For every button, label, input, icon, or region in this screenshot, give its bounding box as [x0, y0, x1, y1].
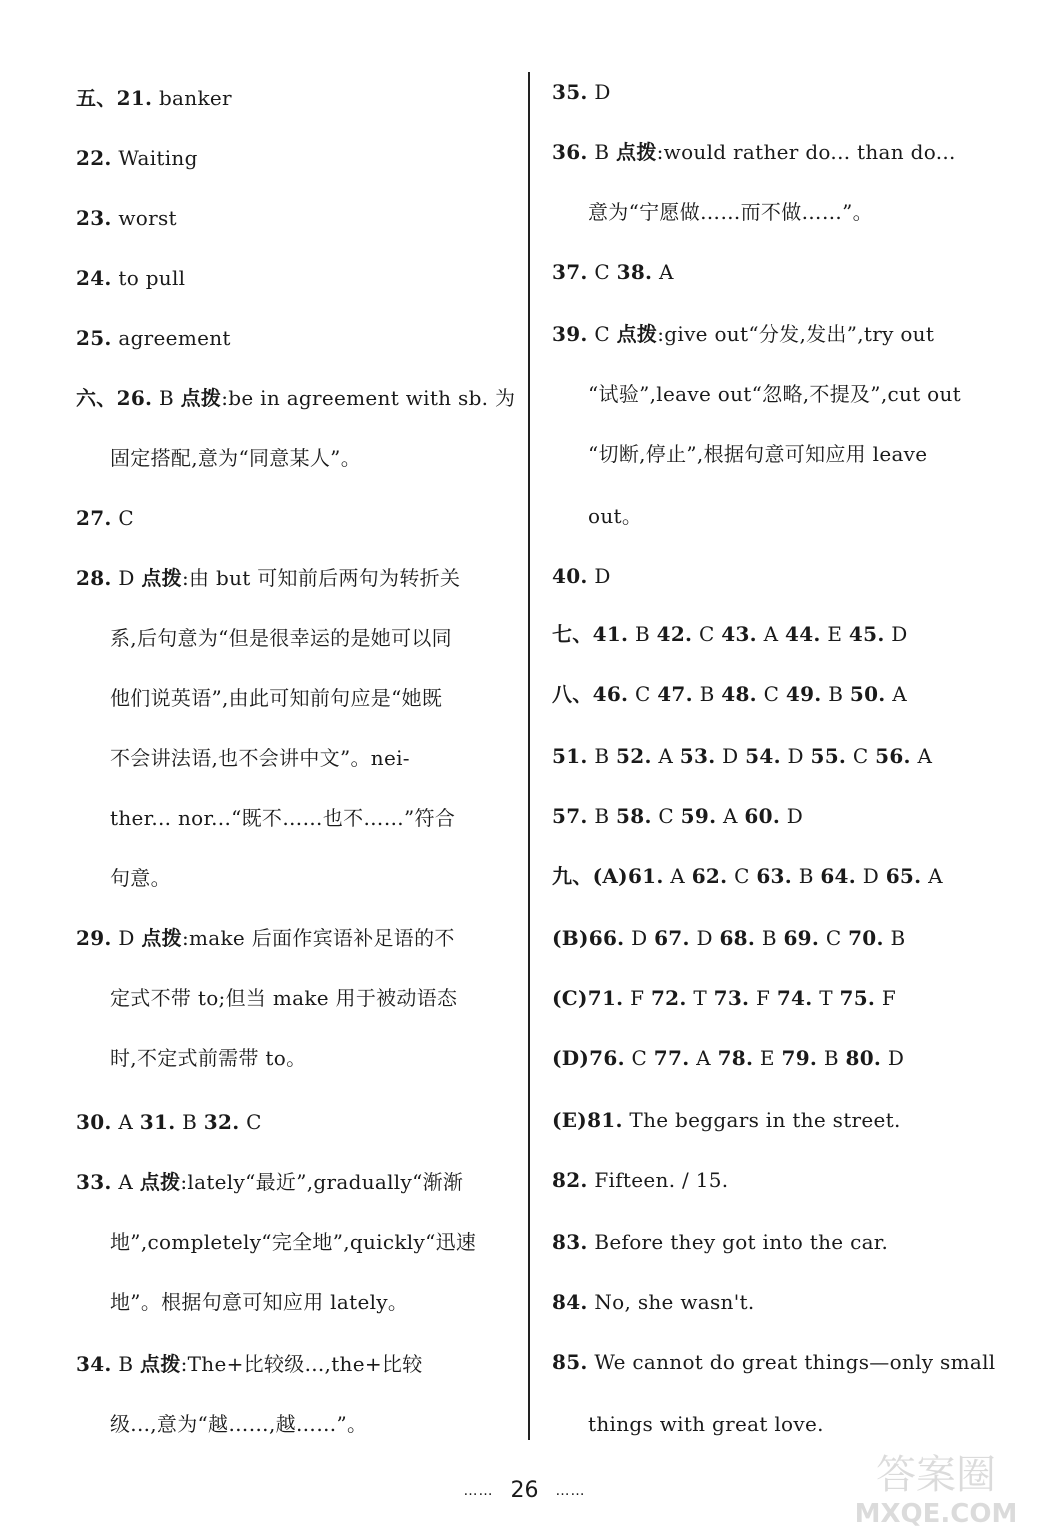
question-number: 50.: [849, 682, 886, 706]
answer-text: B: [111, 1352, 141, 1376]
answer-text: C: [624, 1046, 654, 1070]
answer-line: [588, 380, 961, 408]
answer-text: D: [715, 744, 746, 768]
answer-text: B: [587, 804, 617, 828]
answer-text: D: [111, 566, 142, 590]
question-number: 27.: [76, 506, 112, 530]
answer-line: [110, 624, 452, 652]
answer-text: 时,不定式前需带 to。: [110, 1046, 307, 1070]
question-number: 35.: [552, 80, 588, 104]
answer-line: [110, 684, 442, 712]
answer-line: [110, 1410, 367, 1438]
answer-text: C: [587, 260, 617, 284]
answer-line: [552, 620, 908, 648]
page-number: 26: [510, 1478, 539, 1503]
question-number: 28.: [76, 566, 112, 590]
question-number: 51.: [552, 744, 588, 768]
tip-label: 点拨: [180, 386, 222, 410]
answer-text: Waiting: [111, 146, 198, 170]
answer-text: A: [756, 622, 785, 646]
answer-text: A: [111, 1110, 140, 1134]
question-number: 31.: [139, 1110, 176, 1134]
answer-line: [76, 384, 515, 412]
answer-text: B: [175, 1110, 204, 1134]
tip-label: 点拨: [139, 1170, 181, 1194]
answer-text: B: [587, 140, 617, 164]
question-number: 48.: [721, 682, 757, 706]
answer-text: B: [587, 744, 617, 768]
answer-text: out。: [588, 504, 643, 528]
answer-text: :由 but 可知前后两句为转折关: [181, 566, 461, 590]
answer-text: :would rather do... than do...: [656, 140, 956, 164]
answer-line: [76, 1108, 262, 1136]
answer-text: B: [755, 926, 784, 950]
question-number: 85.: [552, 1350, 588, 1374]
answer-text: 定式不带 to;但当 make 用于被动语态: [110, 986, 458, 1010]
answer-text: Before they got into the car.: [587, 1230, 889, 1254]
question-number: 83.: [552, 1230, 588, 1254]
answer-text: D: [780, 804, 804, 828]
answer-text: Fifteen. / 15.: [587, 1168, 729, 1192]
answer-line: [76, 504, 134, 532]
answer-line: [588, 502, 642, 530]
question-number: 54.: [745, 744, 781, 768]
answer-line: [588, 198, 873, 226]
answer-text: C: [727, 864, 757, 888]
question-number: 53.: [679, 744, 716, 768]
answer-text: D: [624, 926, 655, 950]
question-number: 78.: [717, 1046, 754, 1070]
answer-text: D: [881, 1046, 905, 1070]
answer-text: C: [692, 622, 722, 646]
answer-line: [110, 864, 171, 892]
question-number: 73.: [713, 986, 750, 1010]
question-number: 79.: [781, 1046, 818, 1070]
column-divider: [528, 72, 530, 1440]
answer-text: A: [921, 864, 943, 888]
answer-text: 地”。根据句意可知应用 lately。: [110, 1290, 409, 1314]
answer-text: We cannot do great things—only small: [587, 1350, 996, 1374]
answer-line: [552, 680, 907, 708]
answer-text: ther... nor...“既不……也不……”符合: [110, 806, 456, 830]
question-number: 57.: [552, 804, 588, 828]
answer-text: things with great love.: [588, 1412, 824, 1436]
answer-line: [552, 802, 803, 830]
watermark-text: 答案圈: [876, 1452, 996, 1498]
answer-text: D: [884, 622, 908, 646]
question-number: 40.: [552, 564, 588, 588]
answer-line: [110, 1228, 476, 1256]
question-number: 38.: [616, 260, 653, 284]
answer-text: :lately“最近”,gradually“渐渐: [180, 1170, 464, 1194]
answer-text: T: [812, 986, 840, 1010]
question-number: (B)66.: [552, 926, 625, 950]
answer-line: [110, 984, 457, 1012]
answer-text: 地”,completely“完全地”,quickly“迅速: [110, 1230, 477, 1254]
watermark-logo: [841, 1440, 1031, 1530]
answer-line: [552, 1348, 996, 1376]
answer-line: [552, 320, 934, 348]
answer-text: :make 后面作宾语补足语的不: [181, 926, 455, 950]
question-number: 55.: [810, 744, 847, 768]
footer-dots-right: ……: [555, 1483, 586, 1499]
question-number: 69.: [783, 926, 820, 950]
answer-line: [552, 1106, 901, 1134]
question-number: 80.: [845, 1046, 882, 1070]
answer-text: B: [152, 386, 181, 410]
answer-line: [552, 258, 674, 286]
answer-text: B: [628, 622, 657, 646]
question-number: 67.: [654, 926, 690, 950]
answer-line: [552, 1044, 904, 1072]
answer-line: [552, 1228, 888, 1256]
answer-text: C: [587, 322, 617, 346]
answer-text: :give out“分发,发出”,try out: [657, 322, 935, 346]
question-number: 八、46.: [552, 682, 629, 706]
answer-line: [76, 204, 177, 232]
question-number: 25.: [76, 326, 112, 350]
question-number: 23.: [76, 206, 112, 230]
answer-text: T: [686, 986, 714, 1010]
answer-line: [76, 324, 231, 352]
answer-text: to pull: [111, 266, 186, 290]
answer-line: [76, 924, 455, 952]
question-number: 22.: [76, 146, 112, 170]
answer-text: B: [821, 682, 850, 706]
question-number: 34.: [76, 1352, 112, 1376]
answer-text: F: [623, 986, 651, 1010]
question-number: 45.: [848, 622, 885, 646]
answer-text: agreement: [111, 326, 231, 350]
question-number: 60.: [744, 804, 781, 828]
answer-line: [552, 138, 956, 166]
answer-line: [76, 264, 185, 292]
answer-text: A: [652, 260, 674, 284]
answer-text: 固定搭配,意为“同意某人”。: [110, 446, 362, 470]
answer-text: C: [628, 682, 658, 706]
answer-text: B: [883, 926, 906, 950]
answer-text: C: [651, 804, 681, 828]
question-number: 32.: [203, 1110, 240, 1134]
answer-text: 意为“宁愿做……而不做……”。: [588, 200, 873, 224]
answer-text: 不会讲法语,也不会讲中文”。nei-: [110, 746, 410, 770]
tip-label: 点拨: [140, 1352, 181, 1376]
answer-text: D: [689, 926, 720, 950]
question-number: 72.: [650, 986, 687, 1010]
answer-text: 句意。: [110, 866, 171, 890]
tip-label: 点拨: [616, 140, 657, 164]
answer-line: [110, 804, 455, 832]
answer-line: [552, 78, 611, 106]
answer-text: worst: [111, 206, 177, 230]
question-number: 30.: [76, 1110, 112, 1134]
answer-text: :be in agreement with sb. 为: [221, 386, 516, 410]
answer-text: F: [749, 986, 777, 1010]
answer-text: D: [587, 80, 611, 104]
question-number: 29.: [76, 926, 112, 950]
answer-text: No, she wasn't.: [587, 1290, 755, 1314]
answer-line: [552, 924, 905, 952]
answer-text: A: [651, 744, 680, 768]
question-number: 24.: [76, 266, 112, 290]
answer-text: C: [111, 506, 134, 530]
answer-text: C: [846, 744, 876, 768]
question-number: 43.: [721, 622, 757, 646]
answer-text: 级...,意为“越……,越……”。: [110, 1412, 368, 1436]
answer-text: C: [756, 682, 786, 706]
question-number: 37.: [552, 260, 588, 284]
answer-text: A: [689, 1046, 718, 1070]
answer-line: [552, 1166, 728, 1194]
answer-text: A: [716, 804, 745, 828]
answer-text: D: [780, 744, 811, 768]
question-number: 九、(A)61.: [552, 864, 664, 888]
question-number: 36.: [552, 140, 588, 164]
answer-text: E: [820, 622, 849, 646]
question-number: 39.: [552, 322, 588, 346]
answer-text: :The+比较级...,the+比较: [180, 1352, 423, 1376]
footer-dots-left: ……: [463, 1483, 494, 1499]
answer-line: [552, 862, 943, 890]
question-number: (D)76.: [552, 1046, 625, 1070]
answer-line: [76, 564, 460, 592]
answer-text: A: [663, 864, 692, 888]
answer-line: [110, 444, 361, 472]
tip-label: 点拨: [141, 566, 182, 590]
answer-line: [110, 1288, 408, 1316]
question-number: 44.: [785, 622, 821, 646]
question-number: 65.: [885, 864, 922, 888]
question-number: 70.: [848, 926, 884, 950]
question-number: 58.: [616, 804, 652, 828]
question-number: 74.: [776, 986, 813, 1010]
answer-line: [588, 440, 927, 468]
answer-line: [110, 744, 410, 772]
answer-line: [76, 1168, 463, 1196]
answer-text: banker: [152, 86, 232, 110]
answer-text: E: [753, 1046, 782, 1070]
question-number: (E)81.: [552, 1108, 623, 1132]
answer-line: [552, 562, 611, 590]
question-number: 42.: [656, 622, 693, 646]
answer-text: B: [692, 682, 722, 706]
answer-text: A: [111, 1170, 140, 1194]
answer-text: B: [792, 864, 821, 888]
answer-line: [588, 1410, 824, 1438]
question-number: 64.: [820, 864, 857, 888]
question-number: 59.: [680, 804, 717, 828]
answer-line: [552, 1288, 755, 1316]
question-number: 77.: [653, 1046, 690, 1070]
question-number: 75.: [839, 986, 876, 1010]
question-number: 82.: [552, 1168, 588, 1192]
answer-text: D: [856, 864, 886, 888]
question-number: 62.: [691, 864, 728, 888]
question-number: 52.: [616, 744, 652, 768]
answer-text: A: [910, 744, 933, 768]
answer-text: “试验”,leave out“忽略,不提及”,cut out: [588, 382, 962, 406]
answer-text: The beggars in the street.: [622, 1108, 901, 1132]
answer-text: B: [817, 1046, 846, 1070]
question-number: 68.: [719, 926, 756, 950]
answer-text: A: [885, 682, 907, 706]
answer-text: C: [819, 926, 849, 950]
answer-text: 他们说英语”,由此可知前句应是“她既: [110, 686, 443, 710]
question-number: 33.: [76, 1170, 112, 1194]
answer-text: D: [111, 926, 142, 950]
answer-text: 系,后句意为“但是很幸运的是她可以同: [110, 626, 452, 650]
answer-line: [76, 1350, 423, 1378]
question-number: 49.: [785, 682, 822, 706]
question-number: 六、26.: [76, 386, 153, 410]
tip-label: 点拨: [141, 926, 182, 950]
question-number: 七、41.: [552, 622, 629, 646]
question-number: (C)71.: [552, 986, 624, 1010]
watermark-sub: MXQE.COM: [854, 1499, 1018, 1529]
answer-text: F: [875, 986, 897, 1010]
question-number: 84.: [552, 1290, 588, 1314]
answer-text: D: [587, 564, 611, 588]
question-number: 56.: [875, 744, 911, 768]
answer-line: [110, 1044, 306, 1072]
question-number: 47.: [657, 682, 693, 706]
answer-text: “切断,停止”,根据句意可知应用 leave: [588, 442, 928, 466]
answer-text: C: [239, 1110, 262, 1134]
answer-line: [76, 84, 232, 112]
answer-line: [76, 144, 198, 172]
tip-label: 点拨: [616, 322, 658, 346]
question-number: 63.: [756, 864, 793, 888]
answer-line: [552, 984, 896, 1012]
question-number: 五、21.: [76, 86, 153, 110]
answer-line: [552, 742, 932, 770]
